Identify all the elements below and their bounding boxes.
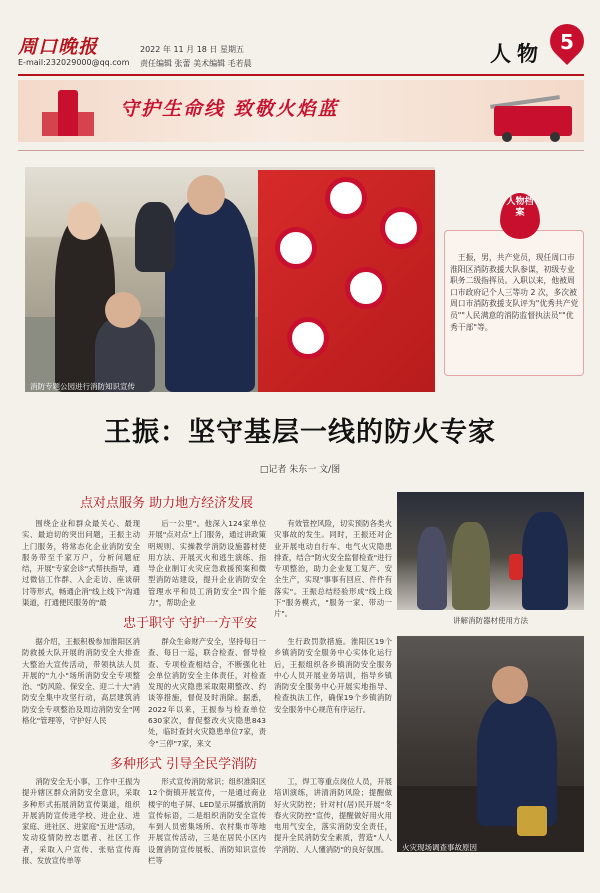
officer-face xyxy=(187,175,225,215)
article-column: 围绕企业和群众最关心、最现实、最迫切的突出问题，王振主动上门服务，将常态化企业消防安全服务带至千家万户，分析问题症结，开展"专家会诊"式帮扶指导，通过微信工作群、入企走访、座谈研讨等形式，畅通企消"线上线下"沟通渠道，打通便民服务的"最 xyxy=(22,519,140,608)
investigation-photo xyxy=(397,636,584,852)
fire-extinguisher-icon xyxy=(509,554,523,580)
article-column: 后一公里"。他深入124家单位开展"点对点"上门服务，通过讲政策明规则、实操教学消防设施器材使用方法、开展灭火和逃生演练、指导企业制订火灾应急救援预案和微型消防站建设，提升企业消防安全管理水平和员工消防安全"四个能力"，帮助企业 xyxy=(148,519,266,608)
training-photo-caption: 讲解消防器材使用方法 xyxy=(453,616,528,625)
page-number: 5 xyxy=(560,30,574,54)
divider xyxy=(18,150,584,151)
person-left xyxy=(417,527,447,610)
firefighter-instructor xyxy=(522,512,568,610)
section-heading-duty: 忠于职守 守护一方平安 xyxy=(123,616,258,631)
sign-symbol-icon xyxy=(325,177,367,219)
article-column: 有效管控风险，切实预防各类火灾事故的发生。同时，王振还对企业开展电动自行车、电气火灾隐患排查，结合"防火安全监督检查"进行专项整治，助力企业复工复产、安全生产，实现"事事有回应、件件有落实"。王振总结经验形成"线上线下"服务模式，"服务一家、带动一片"。 xyxy=(274,519,392,619)
section-title: 人物 xyxy=(490,41,544,66)
profile-badge-label: 人物档案 xyxy=(506,197,534,218)
investigation-photo-caption: 火灾现场调查事故原因 xyxy=(402,843,477,852)
banner-slogan: 守护生命线 致敬火焰蓝 xyxy=(120,98,339,120)
header-rule xyxy=(18,74,584,76)
article-column: 工，焊工等重点岗位人员，开展培训演练，讲清消防风险；提醒做好火灾防控；针对村(居)民开展"冬春火灾防控"宣传，提醒做好用火用电用气安全，落实消防安全责任，提升全民消防安全素质，营造"人人学消防、人人懂消防"的良好氛围。 xyxy=(274,777,392,854)
article-column: 据介绍，王振积极参加淮阳区消防救援大队开展的消防安全大排查大整治大宣传活动，带领执法人员开展的"九小"场所消防安全专项整治、"防风险、保安全、迎二十大"消防安全集中攻坚行动，高层建筑消防安全专项整治及周边消防安全"网格化"管理等，守护好人民 xyxy=(22,637,140,726)
person-background xyxy=(135,202,175,272)
sign-symbol-icon xyxy=(345,267,387,309)
newspaper-email: E-mail:232029000@qq.com xyxy=(18,58,130,67)
main-photo xyxy=(25,167,435,392)
child-face xyxy=(105,292,141,328)
sign-symbol-icon xyxy=(380,207,422,249)
section-heading-education: 多种形式 引导全民学消防 xyxy=(110,757,258,772)
profile-text: 王振，男，共产党员，现任周口市淮阳区消防救援大队参谋，初级专业职务二级指挥员。入职以来，他被周口市政府记个人三等功 2 次，多次被周口市消防救援支队评为"优秀共产党员""人民满意的消防监督执法员""优秀干部"等。 xyxy=(450,253,579,332)
boots-icon xyxy=(517,806,547,836)
sign-symbol-icon xyxy=(275,227,317,269)
firefighter-officer xyxy=(165,197,255,392)
sign-symbol-icon xyxy=(287,317,329,359)
truck-wheel-icon xyxy=(550,132,560,142)
article-column: 群众生命财产安全，坚持每日一查、每日一巡，联合检查、督导检查、专项检查相结合，不断强化社会单位消防安全主体责任，对检查发现的火灾隐患采取限期整改、约谈等措施，督促及时消除。据悉，2022年以来，王振参与检查单位630家次，督促整改火灾隐患843处，临时查封火灾隐患单位7家，责令"三停"7家，来文 xyxy=(148,637,266,748)
article-column: 生行政罚款措施。淮阳区19个乡镇消防安全服务中心实体化运行后，王振组织各乡镇消防安全服务中心人员开展业务培训，指导乡镇消防安全服务中心开展实地指导、检查执法工作，确保19个乡镇消防安全服务中心规范有序运行。 xyxy=(274,637,392,714)
person-middle xyxy=(452,522,490,610)
article-byline: □记者 朱东一 文/图 xyxy=(259,465,341,475)
article-column: 形式宣传消防常识；组织淮阳区12个街镇开展宣传，一是通过商业楼宇的电子屏、LED显示屏播放消防宣传标语，二是组织消防安全宣传车到人员密集场所、农村集市等地开展宣传活动，三是在居民小区内设置消防宣传展板、消防知识宣传栏等 xyxy=(148,777,266,866)
truck-wheel-icon xyxy=(502,132,512,142)
article-column: 消防安全无小事，工作中王振为提升辖区群众消防安全意识，采取多种形式拓展消防宣传渠道，组织开展消防宣传进学校、进企业、进家庭、进社区、进家庭"五进"活动，发动疫情防控志愿者、社区工作者，采取入户宣传、张贴宣传海报、发放宣传单等 xyxy=(22,777,140,866)
editor-credits: 责任编辑 张蕾 美术编辑 毛若晨 xyxy=(140,59,252,68)
section-heading-service: 点对点服务 助力地方经济发展 xyxy=(80,496,254,511)
article-headline: 王振：坚守基层一线的防火专家 xyxy=(104,417,496,448)
issue-date: 2022 年 11 月 18 日 星期五 xyxy=(140,45,244,54)
investigator-face xyxy=(492,666,528,704)
watchtower-icon xyxy=(58,90,78,136)
person-face xyxy=(67,202,101,240)
main-photo-caption: 消防专题公园进行消防知识宣传 xyxy=(30,382,135,391)
newspaper-logo: 周口晚报 xyxy=(18,36,99,58)
training-photo xyxy=(397,492,584,610)
